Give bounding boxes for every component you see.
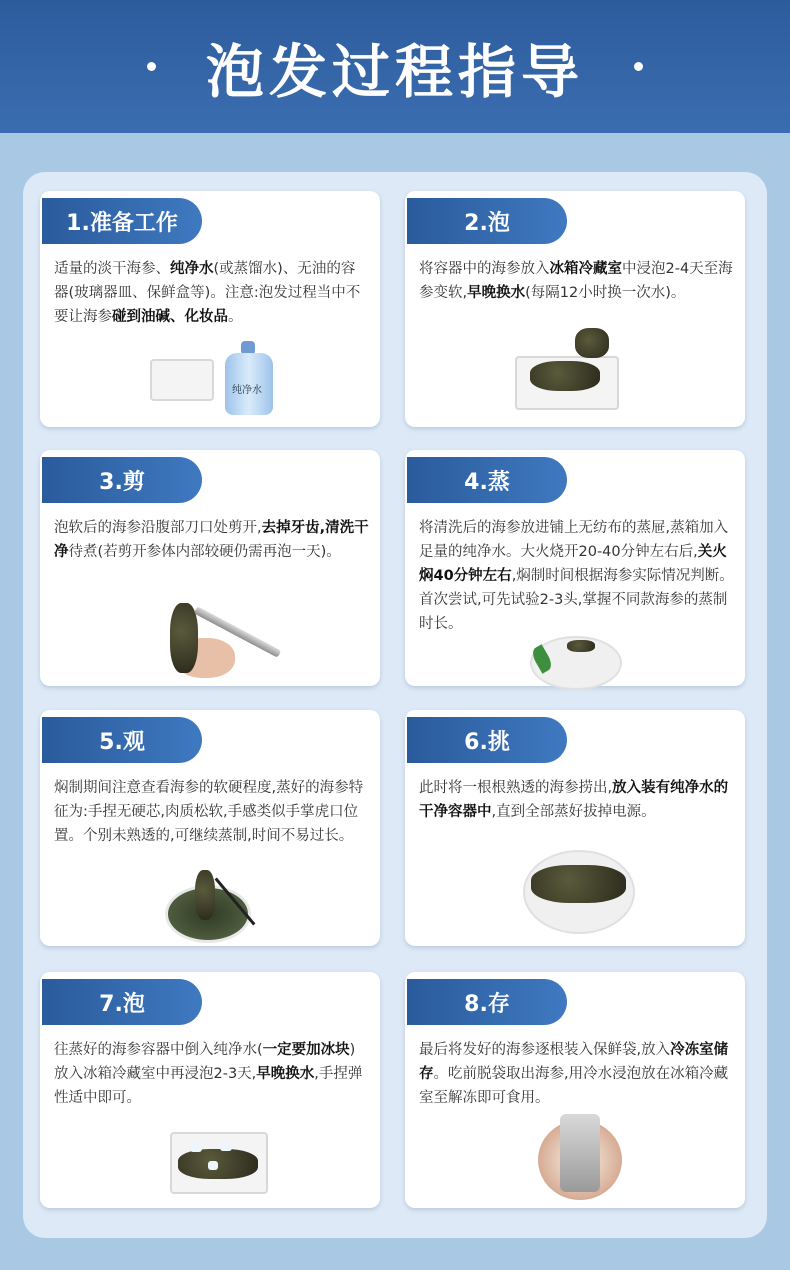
- step-text: [419, 257, 734, 305]
- step-card-3: [40, 450, 380, 686]
- ice-cube-image: [208, 1161, 218, 1170]
- step-text-segment: 将清洗后的海参放进铺上无纺布的蒸屉,蒸箱加入足量的纯净水。大火烧开20-40分钟左右后,: [419, 520, 729, 560]
- step-text-segment: 待煮(若剪开参体内部较硬仍需再泡一天)。: [68, 544, 341, 560]
- step-card-6: [405, 710, 745, 946]
- step-text: [54, 516, 369, 564]
- step-text-segment: 往蒸好的海参容器中倒入纯净水(: [54, 1042, 263, 1058]
- step-text-segment: 。: [228, 309, 243, 325]
- step-text-segment: (或蒸馏水)、无油的容器(玻璃器皿、保鲜盒等)。注意:泡发过程当中不要让海参: [54, 261, 361, 325]
- container-box-image: [150, 359, 214, 401]
- step-text-emphasis: 早晚换水: [256, 1066, 315, 1082]
- step-image-container-water: [150, 341, 330, 421]
- step-tag: 1.准备工作: [42, 198, 202, 244]
- step-text-segment: 泡软后的海参沿腹部刀口处剪开,: [54, 520, 262, 536]
- step-image-freezer-bags: [538, 1112, 628, 1202]
- step-text: [54, 776, 369, 848]
- step-text-segment: 最后将发好的海参逐根装入保鲜袋,放入: [419, 1042, 671, 1058]
- step-tag: 6.挑: [407, 717, 567, 763]
- sea-cucumber-image: [575, 328, 609, 358]
- step-text: [54, 257, 369, 329]
- step-tag: 2.泡: [407, 198, 567, 244]
- step-image-ice-box: [170, 1127, 270, 1197]
- step-text: [419, 1038, 734, 1110]
- step-text-emphasis: 一定要加冰块: [262, 1042, 350, 1058]
- step-text-segment: 焖制期间注意查看海参的软硬程度,蒸好的海参特征为:手捏无硬芯,肉质松软,手感类似手掌虎口位置。个别未熟透的,可继续蒸制,时间不易过长。: [54, 780, 364, 844]
- step-text: [419, 776, 734, 824]
- ice-cube-image: [190, 1142, 202, 1152]
- step-text-emphasis: 碰到油碱、化妆品: [112, 309, 228, 325]
- step-text-segment: 中浸泡2-4天至海参变软,: [419, 261, 733, 301]
- step-card-8: [405, 972, 745, 1208]
- sea-cucumber-image: [530, 361, 600, 391]
- step-card-5: [40, 710, 380, 946]
- step-image-cutting: [160, 598, 290, 683]
- step-image-plate: [523, 845, 638, 935]
- step-text-emphasis: 放入装有纯净水的干净容器中: [419, 780, 729, 820]
- step-tag: 3.剪: [42, 457, 202, 503]
- step-image-soaking-box: [515, 326, 625, 411]
- step-text-emphasis: 冰箱冷藏室: [549, 261, 622, 277]
- step-text-segment: 适量的淡干海参、: [54, 261, 170, 277]
- step-text: [419, 516, 734, 636]
- step-text-emphasis: 去掉牙齿,清洗干净: [54, 520, 369, 560]
- sea-cucumber-image: [531, 865, 626, 903]
- step-text-emphasis: 冷冻室储存: [419, 1042, 729, 1082]
- step-text-segment: 。吃前脱袋取出海参,用冷水浸泡放在冰箱冷藏室至解冻即可食用。: [419, 1066, 729, 1106]
- step-tag: 8.存: [407, 979, 567, 1025]
- step-text-segment: (每隔12小时换一次水)。: [525, 285, 686, 301]
- step-image-steaming: [525, 628, 625, 683]
- step-text-segment: ,直到全部蒸好拔掉电源。: [491, 804, 656, 820]
- step-tag: 4.蒸: [407, 457, 567, 503]
- freezer-bag-image: [560, 1114, 600, 1192]
- step-text-segment: 此时将一根根熟透的海参捞出,: [419, 780, 613, 796]
- step-text-emphasis: 早晚换水: [467, 285, 526, 301]
- step-text: [54, 1038, 369, 1110]
- step-text-segment: ,焖制时间根据海参实际情况判断。首次尝试,可先试验2-3头,掌握不同款海参的蒸制时长。: [419, 568, 734, 632]
- sea-cucumber-image: [195, 870, 215, 920]
- step-card-4: [405, 450, 745, 686]
- ice-cube-image: [220, 1141, 232, 1151]
- step-text-segment: ,手捏弹性适中即可。: [54, 1066, 363, 1106]
- page-title: 泡发过程指导: [205, 37, 584, 106]
- sea-cucumber-image: [178, 1149, 258, 1179]
- step-card-7: [40, 972, 380, 1208]
- sea-cucumber-image: [170, 603, 198, 673]
- header-banner: [0, 0, 790, 133]
- step-text-segment: )放入冰箱冷藏室中再浸泡2-3天,: [54, 1042, 356, 1082]
- step-text-emphasis: 纯净水: [170, 261, 214, 277]
- step-card-2: [405, 191, 745, 427]
- step-tag: 7.泡: [42, 979, 202, 1025]
- step-card-1: [40, 191, 380, 427]
- step-text-emphasis: 关火焖40分钟左右: [419, 544, 727, 584]
- sea-cucumber-image: [567, 640, 595, 652]
- bullet-dot-right: [634, 62, 643, 71]
- bullet-dot-left: [147, 62, 156, 71]
- step-text-segment: 将容器中的海参放入: [419, 261, 550, 277]
- step-image-bowl: [165, 865, 265, 945]
- bottle-label: 纯净水: [232, 385, 262, 396]
- step-tag: 5.观: [42, 717, 202, 763]
